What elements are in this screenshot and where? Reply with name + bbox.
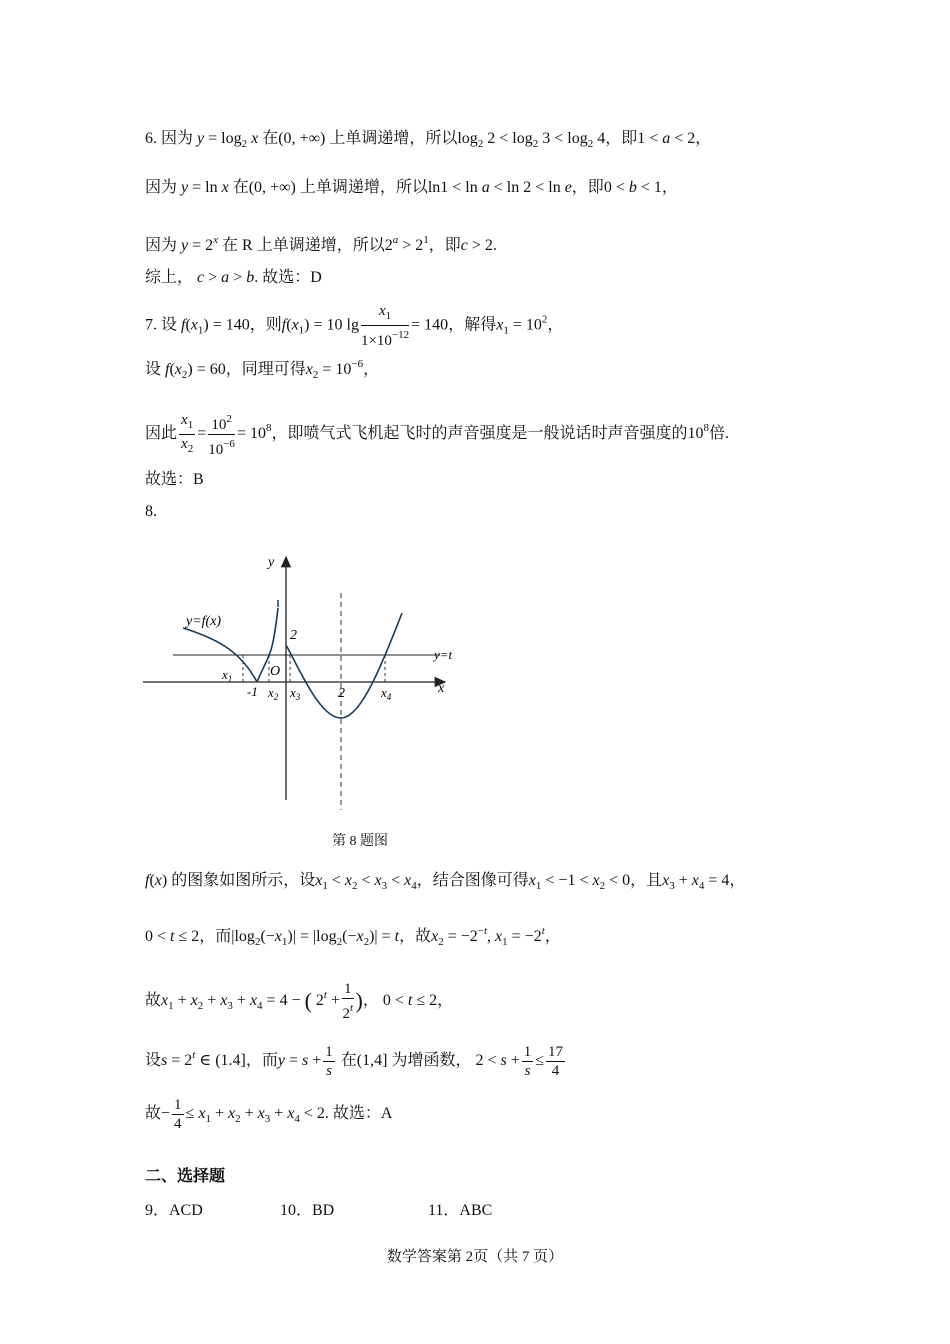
q7-line-4: 故选：B	[145, 471, 204, 488]
text: ，即喷气式飞机起飞时的声音强度是一般说话时声音强度的	[271, 425, 688, 443]
q8-line-4: 设$s = 2^t$ ∈ (1.4]，而y = s + $\frac{1}{s}$ 在(1,4] 为增函数， 2 < s + $\frac{1}{s}$ ≤ $\frac{17}{4}$	[145, 1044, 564, 1079]
text: 7. 设	[145, 316, 178, 334]
answer-9: 9．ACD	[145, 1202, 203, 1219]
label-x4: $x_4$	[381, 685, 392, 702]
q8-line-5: 故− $\frac{1}{4}$ ≤ $x_1 + x_2 + x_3 + x_4 < 2$. 故选：A	[145, 1097, 393, 1132]
text: ，即	[605, 130, 638, 147]
tick-neg1: -1	[247, 684, 258, 699]
tick-2-x: 2	[338, 686, 345, 701]
text: ，	[544, 928, 561, 945]
label-x1: $x_1$	[222, 667, 233, 684]
text: 倍.	[708, 425, 729, 443]
curve-label: y=f(x)	[186, 614, 222, 629]
text: ，同理可得	[225, 361, 306, 378]
text: ，	[437, 992, 454, 1010]
text: ，故	[399, 928, 432, 945]
q8-line-2: 0 < t ≤ 2，而$|\log_2(-x_1)| = |\log_2(-x_2)| = t$，故$x_2 = -2^{-t}$, $x_1 = -2^t$，	[145, 925, 561, 948]
text: .	[492, 237, 497, 254]
text: . 故选：A	[324, 1105, 393, 1123]
text: ，结合图像可得	[416, 872, 529, 889]
q8-line-3: 故$x_1 + x_2 + x_3 + x_4 = 4$ − ( $2^t$ + $\frac{1}{2^t}$ )， 0 < t ≤ 2，	[145, 981, 454, 1022]
answer-10: 10．BD	[280, 1202, 335, 1219]
x-axis-label: x	[438, 681, 445, 696]
text: ，且	[630, 872, 663, 889]
text: ，而	[245, 1052, 278, 1070]
text: ，而	[199, 928, 232, 945]
q7-line-3: 因此 $\frac{x_1}{x_2}$ = $\frac{10^2}{10^{-6}}$ = $10^8$，即喷气式飞机起飞时的声音强度是一般说话时声音强度的$10^8$倍.	[145, 412, 729, 458]
text: ，解得	[448, 316, 497, 334]
figure-caption: 第 8 题图	[332, 834, 388, 849]
text: ，则	[249, 316, 282, 334]
text: ，	[695, 130, 712, 147]
text: 上单调递增，所以	[295, 179, 428, 196]
page-footer: 数学答案第 2页（共 7 页）	[386, 1249, 564, 1265]
text: ，	[547, 316, 564, 334]
q8-line-1: f(x) 的图象如图所示，设$x_1 < x_2 < x_3 < x_4$，结合图像可得$x_1 < -1 < x_2 < 0$，且$x_3 + x_4 = 4$，	[145, 872, 746, 892]
text: 在	[228, 179, 249, 196]
text: 综上，	[145, 269, 194, 286]
text: ，即	[428, 237, 461, 254]
text: 在 R 上单调递增，所以	[218, 237, 385, 254]
q7-line-2: 设 $f(x_2) = 60$，同理可得$x_2 = 10^{-6}$，	[145, 358, 380, 381]
origin-label: O	[270, 664, 281, 679]
answer-11: 11．ABC	[428, 1202, 493, 1219]
text: ，	[363, 361, 380, 378]
text: 的图象如图所示，设	[167, 872, 316, 889]
tick-2-y: 2	[290, 628, 297, 643]
text: ，	[661, 179, 678, 196]
q7-line-1: 7. 设 $f(x_1) = 140$，则$f(x_1) = 10$ lg $\frac{x_1}{1\times 10^{-12}}$ = 140，解得$x_1 = 10^2$，	[145, 303, 564, 349]
line-label: y=t	[434, 647, 453, 662]
text: ，即	[571, 179, 604, 196]
text: 在	[258, 130, 279, 147]
q6-line-4: 综上， c > a > b. 故选：D	[145, 269, 322, 286]
text: 上单调递增，所以	[325, 130, 458, 147]
text: 设	[145, 361, 162, 378]
q8-number: 8.	[145, 503, 157, 520]
q8-graph-figure	[140, 545, 470, 810]
label-x2: $x_2$	[268, 685, 279, 702]
q6-line-2: 因为 y = ln x 在(0, +∞) 上单调递增，所以ln1 < ln a < ln 2 < ln e，即0 < b < 1，	[145, 179, 678, 196]
q6-line-1: 6. 因为 $y = \log_2 x$ 在(0, +∞) 上单调递增，所以$\log_2 2 < \log_2 3 < \log_2 4$，即1 < a < 2，	[145, 130, 712, 150]
text: 6. 因为	[145, 130, 194, 147]
label-x3: $x_3$	[290, 685, 301, 702]
text: 故	[145, 992, 162, 1010]
text: 故	[145, 1105, 162, 1123]
section-heading: 二、选择题	[145, 1168, 226, 1185]
text: 因此	[145, 425, 178, 443]
q6-line-3: 因为 $y = 2^x$ 在 R 上单调递增，所以$2^a > 2^1$，即c > 2.	[145, 234, 497, 254]
text: ，	[362, 992, 379, 1010]
text: 在	[336, 1052, 357, 1070]
text: 为增函数，	[387, 1052, 472, 1070]
y-axis-label: y	[268, 555, 275, 570]
text: 设	[145, 1052, 162, 1070]
text: ，	[729, 872, 746, 889]
text: 因为	[145, 179, 178, 196]
curve-right-branch	[286, 613, 402, 718]
text: . 故选：D	[254, 269, 322, 286]
text: 因为	[145, 237, 178, 254]
